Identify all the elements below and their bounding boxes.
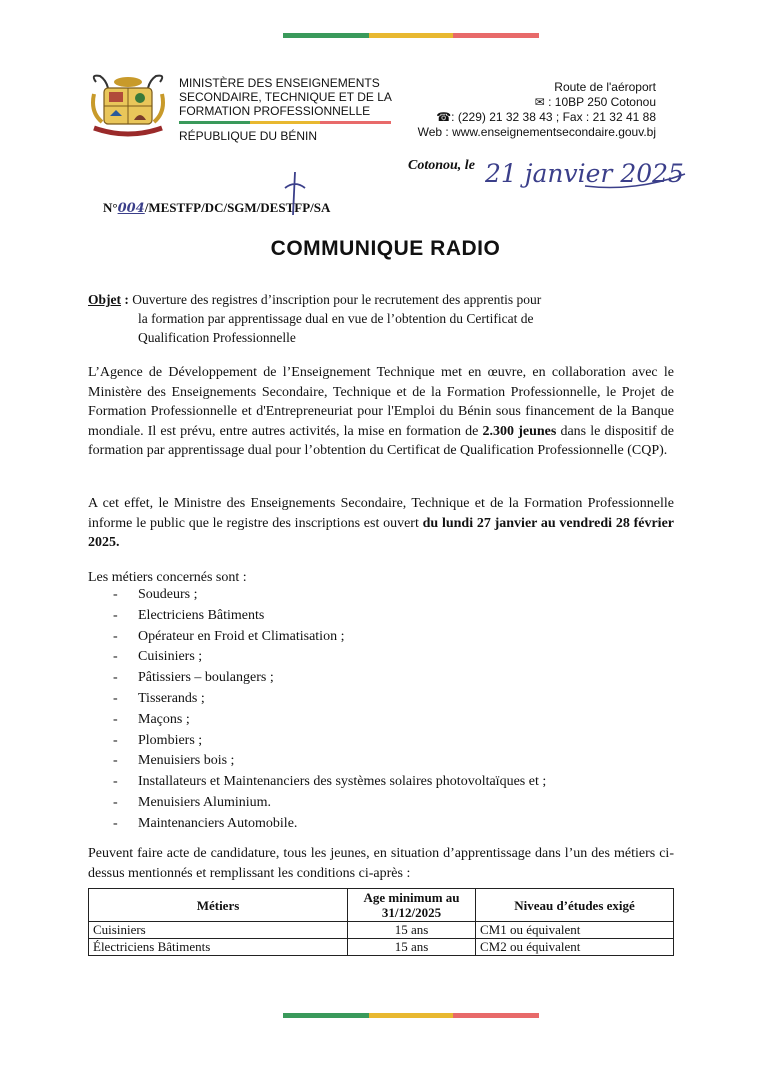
intro-text-b: dans le dispositif de formation par apprentissage dual pour l’obtention du Certificat de Qualification Professionnelle (CQP).: [88, 423, 674, 458]
cell-age: 15 ans: [348, 922, 476, 939]
list-item: - Soudeurs ;: [113, 585, 546, 606]
cell-niveau: CM2 ou équivalent: [476, 939, 674, 956]
table-header-row: [89, 889, 674, 922]
intro-text-a: L’Agence de Développement de l’Enseignement Technique met en œuvre, en collaboration avec le Ministère des Enseignements Secondaire, Technique et de la Formation Professionnelle, le Projet de Formation Professionnelle et d'Entrepreneuriat pour l'Emploi du Bénin sous financement de la Banque mondiale. Il est prévu, entre autres activités, la mise en formation de: [88, 365, 674, 439]
website: Web : www.enseignementsecondaire.gouv.bj: [417, 125, 656, 139]
ministry-line-3: FORMATION PROFESSIONNELLE: [179, 104, 371, 118]
ministry-header: [179, 76, 392, 143]
objet-block: [88, 290, 598, 347]
objet-line-1: Ouverture des registres d’inscription pour le recrutement des apprentis pour: [132, 292, 542, 307]
header-niveau: Niveau d’études exigé: [476, 889, 674, 922]
cell-age: 15 ans: [348, 939, 476, 956]
objet-line-2: la formation par apprentissage dual en vue de l’obtention du Certificat de: [138, 311, 534, 326]
ref-prefix: N°: [103, 200, 118, 215]
handwritten-date-text: 21 janvier 2025: [485, 159, 684, 188]
list-item: - Electriciens Bâtiments: [113, 606, 546, 627]
paragraph-jobs-intro: Les métiers concernés sont :: [88, 570, 247, 585]
handwritten-date: [485, 152, 690, 194]
intro-bold: 2.300 jeunes: [482, 423, 557, 439]
ministry-line-2: SECONDAIRE, TECHNIQUE ET DE LA: [179, 90, 392, 104]
paragraph-intro: [88, 363, 674, 461]
ref-number: 004: [117, 201, 145, 216]
list-item: - Pâtissiers – boulangers ;: [113, 668, 546, 689]
list-item: - Maintenanciers Automobile.: [113, 814, 546, 835]
paragraph-dates: [88, 494, 674, 553]
header-metiers: Métiers: [89, 889, 348, 922]
list-item: - Opérateur en Froid et Climatisation ;: [113, 627, 546, 648]
benin-coat-of-arms-icon: [88, 72, 168, 142]
objet-label: Objet: [88, 292, 121, 307]
page-title: COMMUNIQUE RADIO: [270, 237, 501, 260]
objet-sep: :: [121, 292, 133, 307]
cell-metier: Électriciens Bâtiments: [89, 939, 348, 956]
contact-block: [418, 80, 656, 140]
list-item: - Plombiers ;: [113, 731, 546, 752]
list-item: - Installateurs et Maintenanciers des systèmes solaires photovoltaïques et ;: [113, 772, 546, 793]
address-line-1: Route de l'aéroport: [554, 80, 656, 94]
republic-label: RÉPUBLIQUE DU BÉNIN: [179, 129, 318, 143]
dates-text: A cet effet, le Ministre des Enseignements Secondaire, Technique et de la Formation Professionnelle informe le public que le registre des inscriptions est ouvert: [88, 496, 674, 531]
ministry-color-bar: [179, 121, 391, 124]
paragraph-conditions: Peuvent faire acte de candidature, tous les jeunes, en situation d’apprentissage dans l’un des métiers ci-dessus mentionnés et remplissant les conditions ci-après :: [88, 846, 674, 881]
ref-code: /MESTFP/DC/SGM/DESTFP/SA: [144, 200, 331, 215]
list-item: - Tisserands ;: [113, 689, 546, 710]
table-row: [89, 939, 674, 956]
handwritten-initial-mark: [280, 170, 310, 220]
place-date-label: Cotonou, le: [408, 158, 475, 173]
cell-metier: Cuisiniers: [89, 922, 348, 939]
jobs-list: [113, 585, 546, 835]
list-item: - Cuisiniers ;: [113, 647, 546, 668]
list-item: - Menuisiers Aluminium.: [113, 793, 546, 814]
list-item: - Menuisiers bois ;: [113, 751, 546, 772]
dates-bold: du lundi 27 janvier au vendredi 28 février 2025.: [88, 515, 674, 550]
table-row: [89, 922, 674, 939]
flag-stripe-top: [283, 33, 539, 38]
cell-niveau: CM1 ou équivalent: [476, 922, 674, 939]
conditions-table: [88, 888, 674, 956]
list-item: - Maçons ;: [113, 710, 546, 731]
address-line-2: ✉ : 10BP 250 Cotonou: [534, 95, 656, 109]
flag-stripe-bottom: [283, 1013, 539, 1018]
ministry-line-1: MINISTÈRE DES ENSEIGNEMENTS: [179, 76, 380, 90]
header-age: Age minimum au 31/12/2025: [348, 889, 476, 922]
objet-line-3: Qualification Professionnelle: [138, 330, 296, 345]
phone-fax: ☎: (229) 21 32 38 43 ; Fax : 21 32 41 88: [436, 110, 656, 124]
